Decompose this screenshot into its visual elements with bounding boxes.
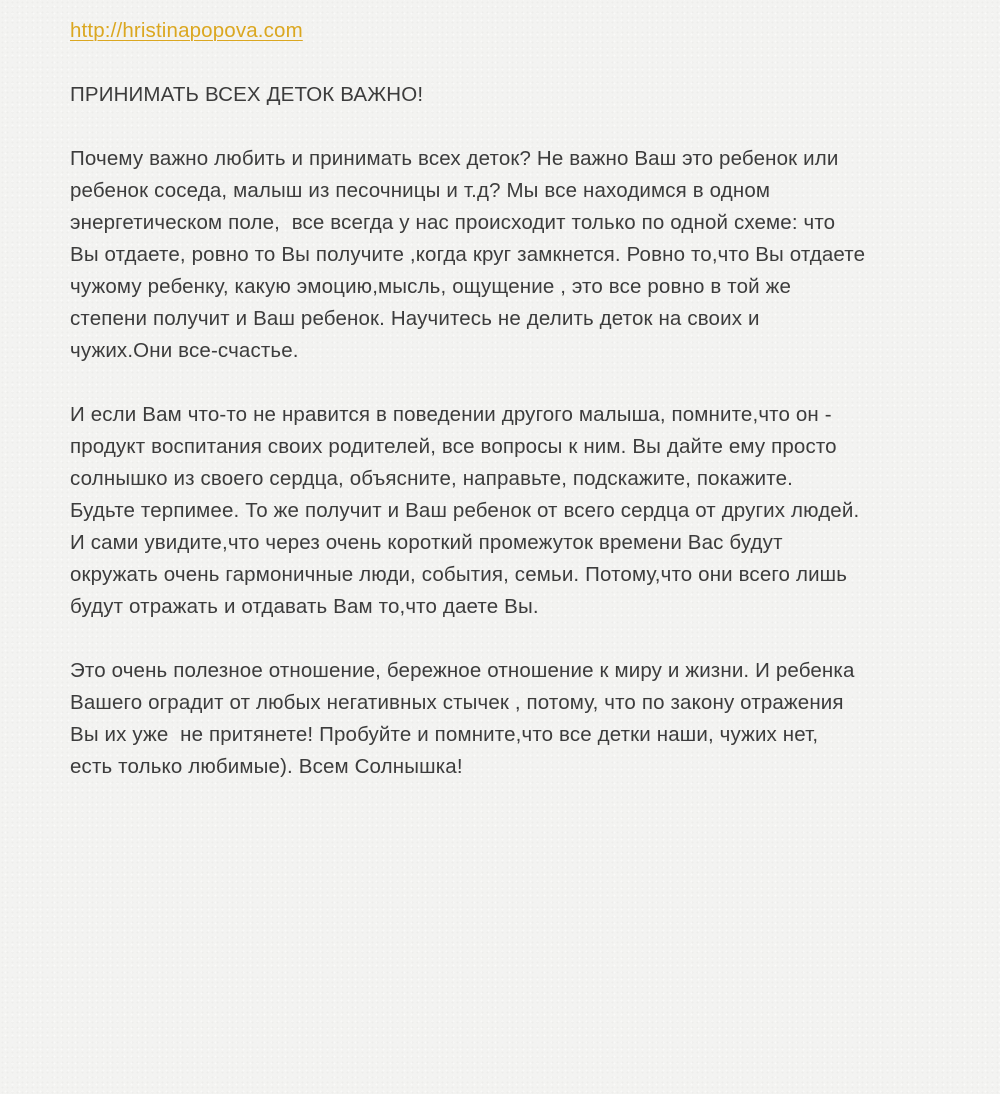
text-line: продукт воспитания своих родителей, все вопросы к ним. Вы дайте ему просто (70, 435, 837, 458)
note-title: ПРИНИМАТЬ ВСЕХ ДЕТОК ВАЖНО! (70, 83, 424, 106)
text-line: Это очень полезное отношение, бережное отношение к миру и жизни. И ребенка (70, 659, 855, 682)
text-line: Вы отдаете, ровно то Вы получите ,когда круг замкнется. Ровно то,что Вы отдаете (70, 243, 866, 266)
text-line: солнышко из своего сердца, объясните, направьте, подскажите, покажите. (70, 467, 793, 490)
text-line: энергетическом поле, все всегда у нас происходит только по одной схеме: что (70, 211, 836, 234)
note-body (70, 15, 970, 783)
text-line: И сами увидите,что через очень короткий промежуток времени Вас будут (70, 531, 783, 554)
spacer (70, 623, 970, 655)
paragraph-3 (70, 655, 970, 783)
text-line: Почему важно любить и принимать всех деток? Не важно Ваш это ребенок или (70, 147, 839, 170)
text-line: ребенок соседа, малыш из песочницы и т.д? Мы все находимся в одном (70, 179, 771, 202)
spacer (70, 111, 970, 143)
text-line: степени получит и Ваш ребенок. Научитесь не делить деток на своих и (70, 307, 760, 330)
spacer (70, 47, 970, 79)
text-line: чужих.Они все-счастье. (70, 339, 299, 362)
text-line: Вы их уже не притянете! Пробуйте и помните,что все детки наши, чужих нет, (70, 723, 819, 746)
paragraph-1 (70, 143, 970, 367)
website-link[interactable]: http://hristinapopova.com (70, 19, 303, 42)
paragraph-2 (70, 399, 970, 623)
text-line: есть только любимые). Всем Солнышка! (70, 755, 463, 778)
text-line: Вашего оградит от любых негативных стычек , потому, что по закону отражения (70, 691, 844, 714)
text-line: Будьте терпимее. То же получит и Ваш ребенок от всего сердца от других людей. (70, 499, 860, 522)
text-line: И если Вам что-то не нравится в поведении другого малыша, помните,что он - (70, 403, 832, 426)
text-line: будут отражать и отдавать Вам то,что даете Вы. (70, 595, 539, 618)
text-line: окружать очень гармоничные люди, события, семьи. Потому,что они всего лишь (70, 563, 848, 586)
spacer (70, 367, 970, 399)
text-line: чужому ребенку, какую эмоцию,мысль, ощущение , это все ровно в той же (70, 275, 791, 298)
